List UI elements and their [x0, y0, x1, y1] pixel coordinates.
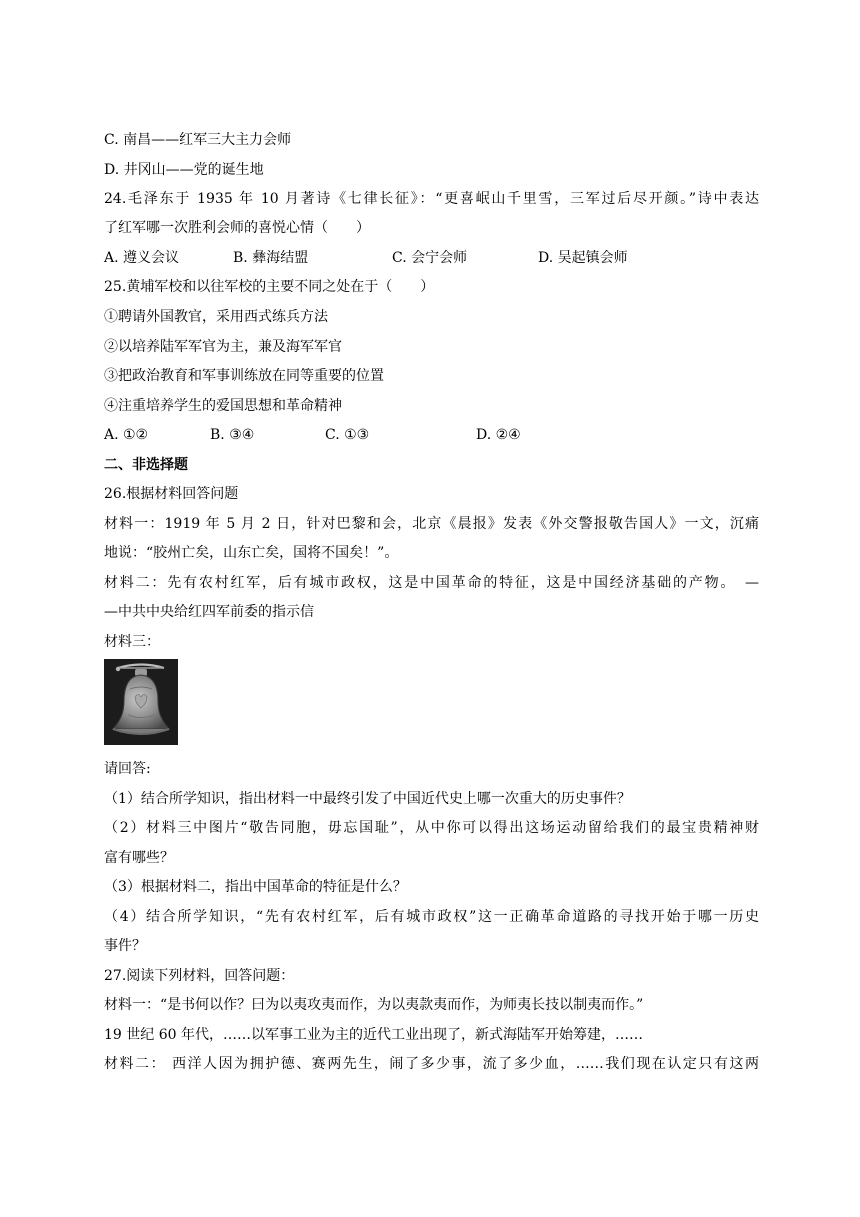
q26-material2-line2: —中共中央给红四军前委的指示信 — [104, 604, 314, 620]
q24-option-c: C. 会宁会师 — [392, 250, 468, 266]
q25-item-4: ④注重培养学生的爱国思想和革命精神 — [104, 398, 342, 414]
section-title: 二、非选择题 — [104, 457, 188, 473]
q25-option-b: B. ③④ — [210, 427, 255, 443]
q24-option-d: D. 吴起镇会师 — [538, 250, 628, 266]
q26-material3-label: 材料三： — [104, 634, 160, 650]
q25-option-d: D. ②④ — [476, 427, 521, 443]
q24-option-b: B. 彝海结盟 — [233, 250, 309, 266]
q27-material1-line2: 19 世纪 60 年代，……以军事工业为主的近代工业出现了，新式海陆军开始筹建，…… — [104, 1027, 643, 1043]
q26-material1-line2: 地说：“胶州亡矣，山东亡矣，国将不国矣！”。 — [104, 545, 399, 561]
q26-sub4-line2: 事件？ — [104, 938, 146, 954]
q25-item-3: ③把政治教育和军事训练放在同等重要的位置 — [104, 368, 384, 384]
q24-stem-line1: 24.毛泽东于 1935 年 10 月著诗《七律长征》：“更喜岷山千里雪，三军过后尽开颜。”诗中表达 — [104, 191, 759, 207]
medal-photo — [104, 659, 178, 745]
q27-stem: 27.阅读下列材料，回答问题： — [104, 968, 295, 984]
q25-item-2: ②以培养陆军军官为主，兼及海军军官 — [104, 339, 342, 355]
q27-material2-line1: 材料二： 西洋人因为拥护德、赛两先生，闹了多少事，流了多少血，……我们现在认定只有这两 — [104, 1056, 759, 1072]
q26-sub4-line1: （4）结合所学知识，“先有农村红军，后有城市政权”这一正确革命道路的寻找开始于哪一历史 — [104, 909, 759, 925]
q26-stem: 26.根据材料回答问题 — [104, 486, 239, 502]
q23-option-d: D. 井冈山——党的诞生地 — [104, 162, 264, 178]
q23-option-c: C. 南昌——红军三大主力会师 — [104, 132, 292, 148]
q25-option-a: A. ①② — [104, 427, 149, 443]
q26-sub1: （1）结合所学知识，指出材料一中最终引发了中国近代史上哪一次重大的历史事件？ — [104, 791, 631, 807]
q25-stem: 25.黄埔军校和以往军校的主要不同之处在于（ ） — [104, 279, 435, 295]
q26-sub3: （3）根据材料二，指出中国革命的特征是什么？ — [104, 879, 407, 895]
q25-option-c: C. ①③ — [325, 427, 370, 443]
q24-option-a: A. 遵义会议 — [104, 250, 180, 266]
q26-sub2-line2: 富有哪些？ — [104, 850, 174, 866]
bell-medal-icon — [104, 659, 178, 745]
q24-stem-line2: 了红军哪一次胜利会师的喜悦心情（ ） — [104, 220, 370, 236]
q26-material2-line1: 材料二：先有农村红军，后有城市政权，这是中国革命的特征，这是中国经济基础的产物。 — — [104, 575, 759, 591]
q26-material1-line1: 材料一：1919 年 5 月 2 日，针对巴黎和会，北京《晨报》发表《外交警报敬告国人》一文，沉痛 — [104, 516, 759, 532]
q26-sub2-line1: （2）材料三中图片“敬告同胞，毋忘国耻”，从中你可以得出这场运动留给我们的最宝贵精神财 — [104, 820, 759, 836]
q26-ask: 请回答: — [104, 761, 151, 777]
q27-material1-line1: 材料一：“是书何以作？曰为以夷攻夷而作，为以夷款夷而作，为师夷长技以制夷而作。” — [104, 997, 644, 1013]
q25-item-1: ①聘请外国教官，采用西式练兵方法 — [104, 309, 328, 325]
